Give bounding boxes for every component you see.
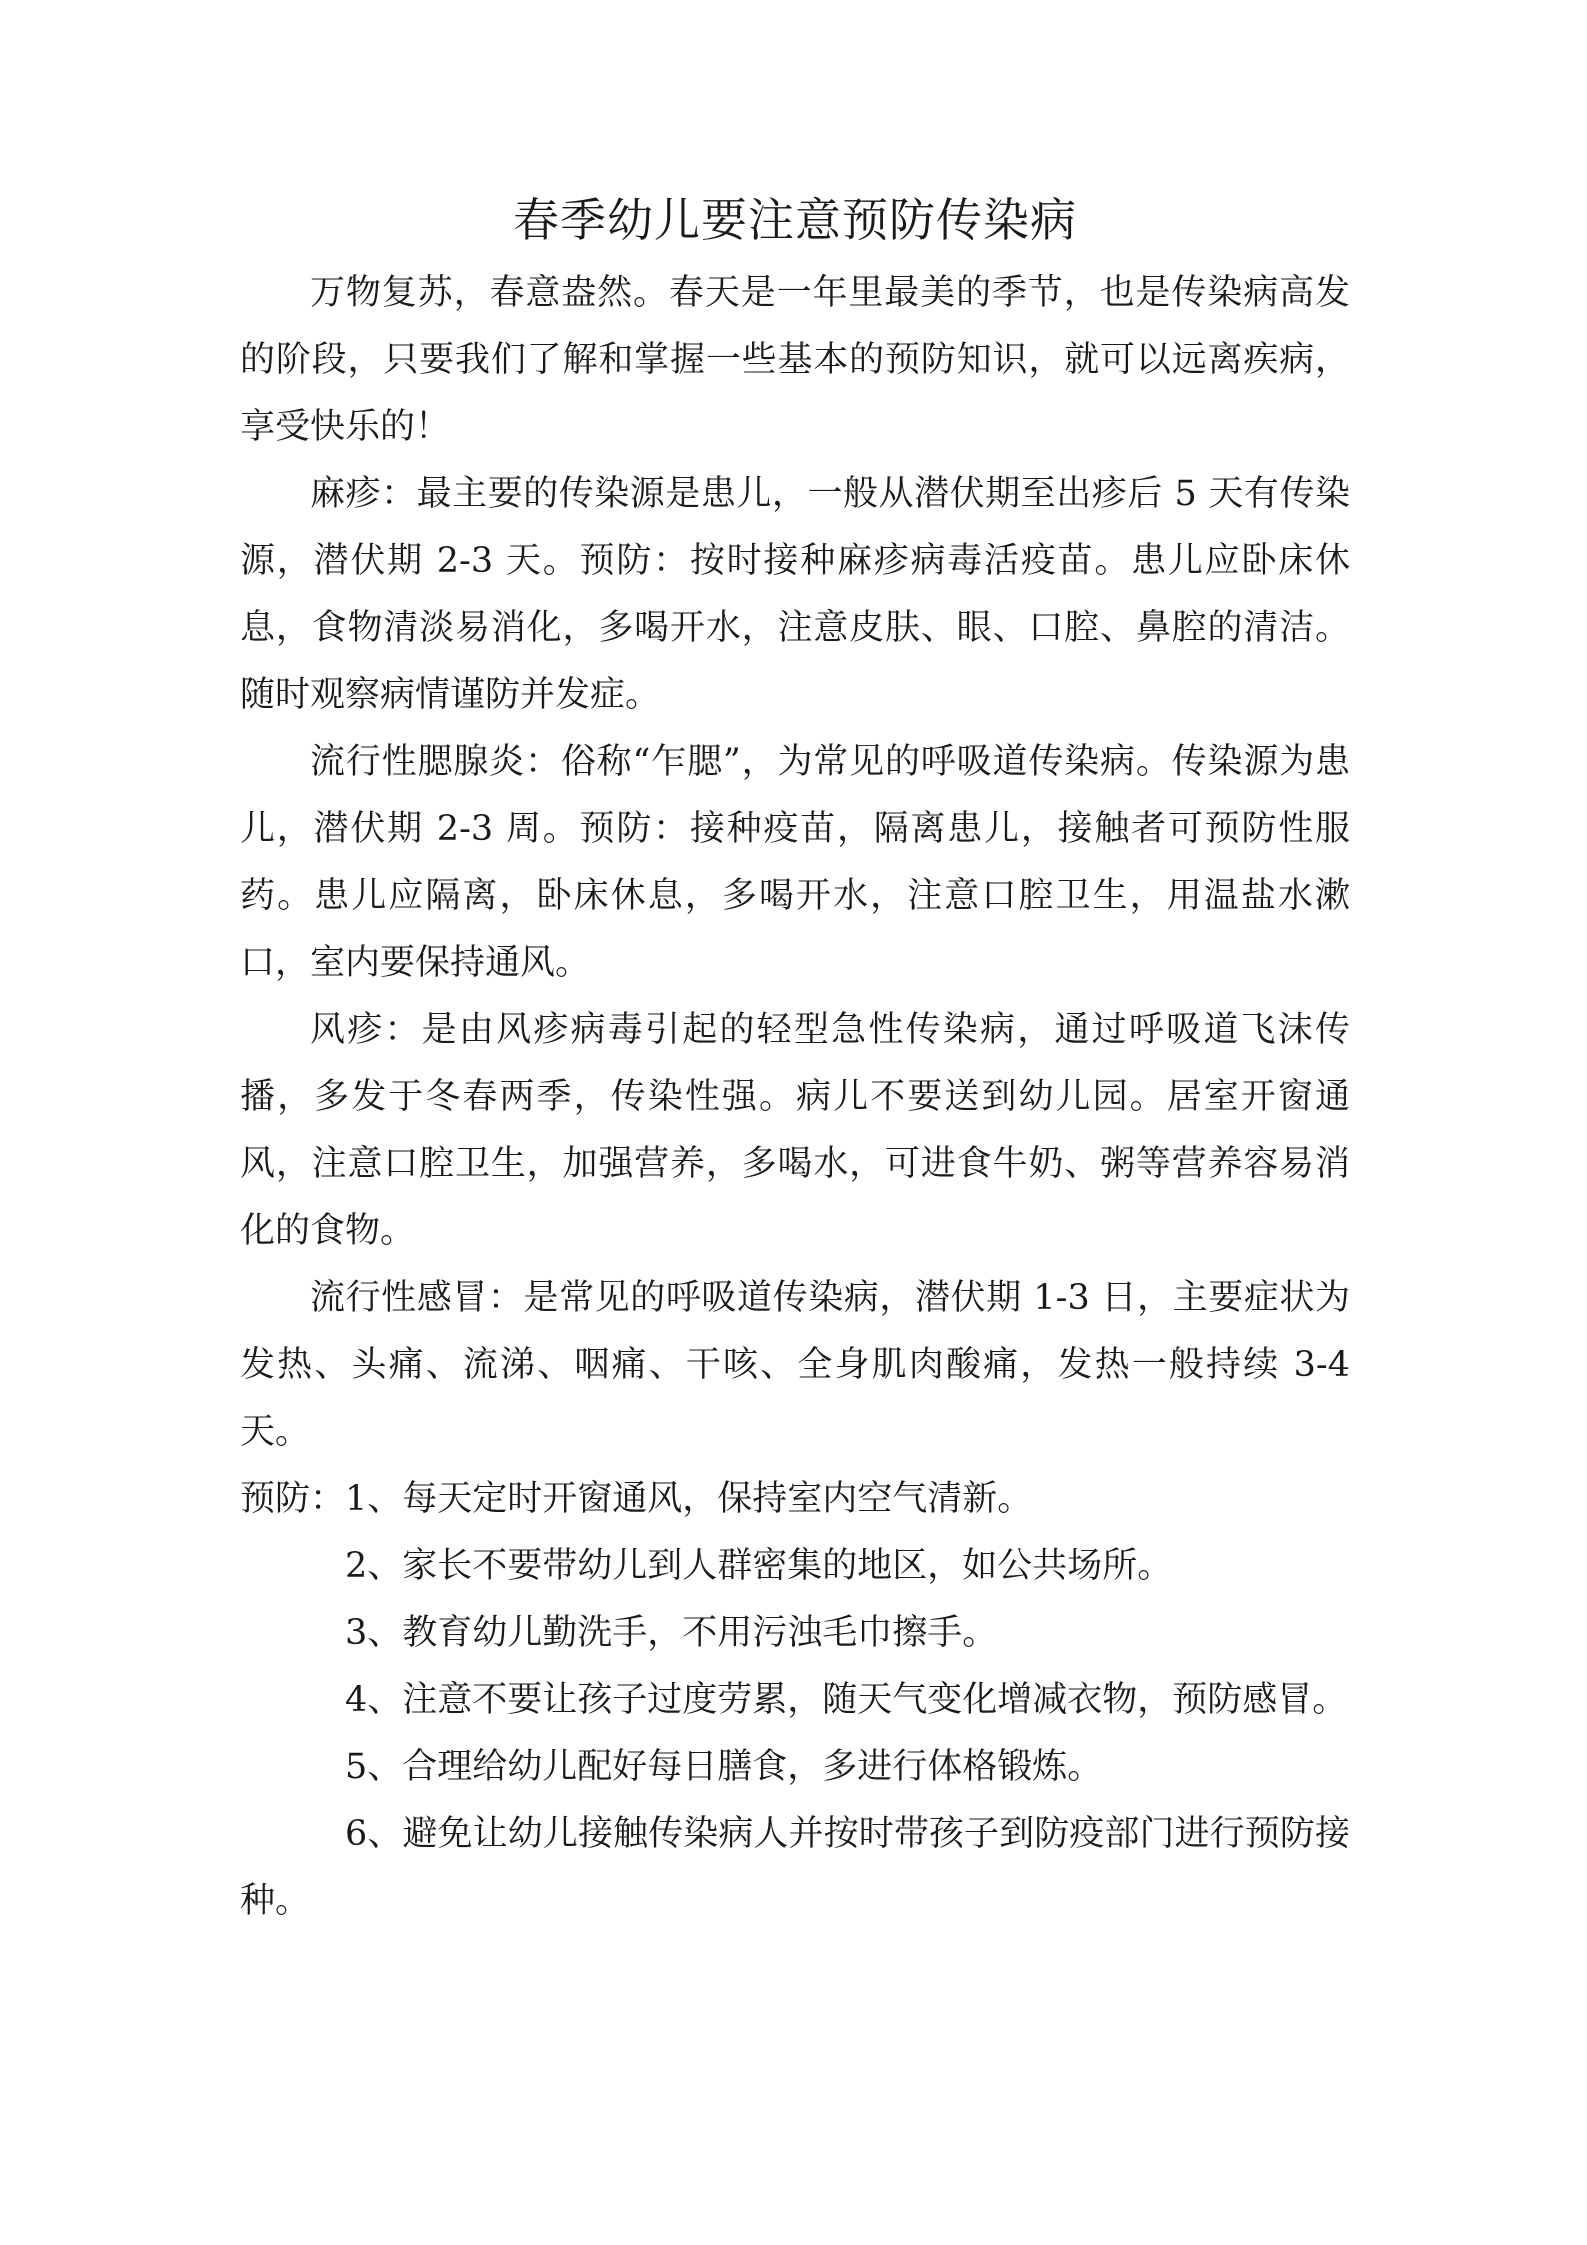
rubella-paragraph: 风疹：是由风疹病毒引起的轻型急性传染病，通过呼吸道飞沫传播，多发于冬春两季，传染性强。病儿不要送到幼儿园。居室开窗通风，注意口腔卫生，加强营养，多喝水，可进食牛奶、粥等营养容易消化的食物。 <box>240 1010 1350 1251</box>
prevention-item: 4、注意不要让孩子过度劳累，随天气变化增减衣物，预防感冒。 <box>345 1680 1348 1720</box>
influenza-paragraph: 流行性感冒：是常见的呼吸道传染病，潜伏期 1-3 日，主要症状为发热、头痛、流涕、咽痛、干咳、全身肌肉酸痛，发热一般持续 3-4 天。 <box>240 1278 1350 1452</box>
document-title: 春季幼儿要注意预防传染病 <box>513 193 1077 247</box>
prevention-item: 5、合理给幼儿配好每日膳食，多进行体格锻炼。 <box>345 1747 1103 1787</box>
prevention-item: 6、避免让幼儿接触传染病人并按时带孩子到防疫部门进行预防接种。 <box>240 1814 1350 1921</box>
prevention-heading-line: 预防：1、每天定时开窗通风，保持室内空气清新。 <box>240 1479 1033 1519</box>
intro-paragraph: 万物复苏，春意盎然。春天是一年里最美的季节，也是传染病高发的阶段，只要我们了解和掌握一些基本的预防知识，就可以远离疾病，享受快乐的！ <box>240 273 1350 447</box>
document-body <box>240 180 1350 1935</box>
prevention-item: 2、家长不要带幼儿到人群密集的地区，如公共场所。 <box>345 1546 1173 1586</box>
measles-paragraph: 麻疹：最主要的传染源是患儿，一般从潜伏期至出疹后 5 天有传染源，潜伏期 2-3 天。预防：按时接种麻疹病毒活疫苗。患儿应卧床休息，食物清淡易消化，多喝开水，注意皮肤、眼、口腔、鼻腔的清洁。随时观察病情谨防并发症。 <box>240 474 1350 715</box>
mumps-paragraph: 流行性腮腺炎：俗称“乍腮”，为常见的呼吸道传染病。传染源为患儿，潜伏期 2-3 周。预防：接种疫苗，隔离患儿，接触者可预防性服药。患儿应隔离，卧床休息，多喝开水，注意口腔卫生，用温盐水漱口，室内要保持通风。 <box>240 742 1350 983</box>
prevention-item: 3、教育幼儿勤洗手，不用污浊毛巾擦手。 <box>345 1613 998 1653</box>
